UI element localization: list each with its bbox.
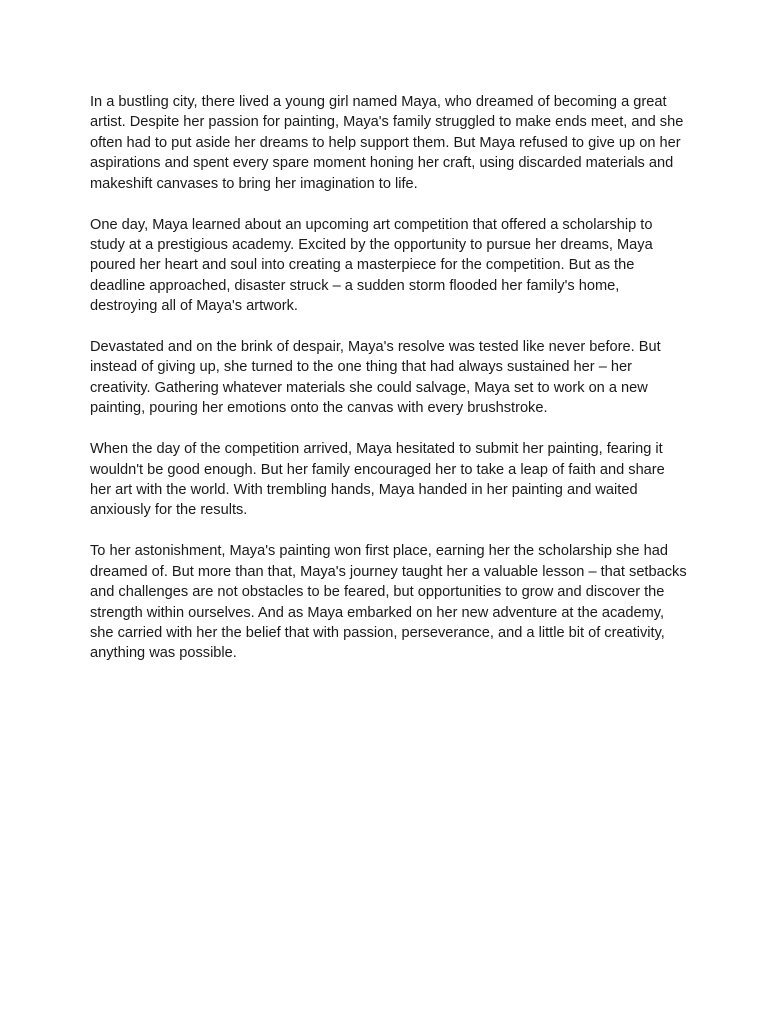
paragraph-4: When the day of the competition arrived, Maya hesitated to submit her painting, fearing it wouldn't be good enough. But her family encouraged her to take a leap of faith and share her art with the world. With trembling hands, Maya handed in her painting and waited anxiously for the results.	[90, 441, 665, 519]
paragraph-1: In a bustling city, there lived a young girl named Maya, who dreamed of becoming a great artist. Despite her passion for painting, Maya's family struggled to make ends meet, and she often had to put aside her dreams to help support them. But Maya refused to give up on her aspirations and spent every spare moment honing her craft, using discarded materials and makeshift canvases to bring her imagination to life.	[90, 94, 684, 192]
paragraph-2: One day, Maya learned about an upcoming art competition that offered a scholarship to study at a prestigious academy. Excited by the opportunity to pursue her dreams, Maya poured her heart and soul into creating a masterpiece for the competition. But as the deadline approached, disaster struck – a sudden storm flooded her family's home, destroying all of Maya's artwork.	[90, 216, 653, 315]
paragraph-3: Devastated and on the brink of despair, Maya's resolve was tested like never before. But instead of giving up, she turned to the one thing that had always sustained her – her creativity. Gathering whatever materials she could salvage, Maya set to work on a new painting, pouring her emotions onto the canvas with every brushstroke.	[90, 339, 661, 417]
document-body	[90, 92, 688, 684]
paragraph-5: To her astonishment, Maya's painting won first place, earning her the scholarship she had dreamed of. But more than that, Maya's journey taught her a valuable lesson – that setbacks and challenges are not obstacles to be feared, but opportunities to grow and discover the strength within ourselves. And as Maya embarked on her new adventure at the academy, she carried with her the belief that with passion, perseverance, and a little bit of creativity, anything was possible.	[90, 543, 687, 662]
